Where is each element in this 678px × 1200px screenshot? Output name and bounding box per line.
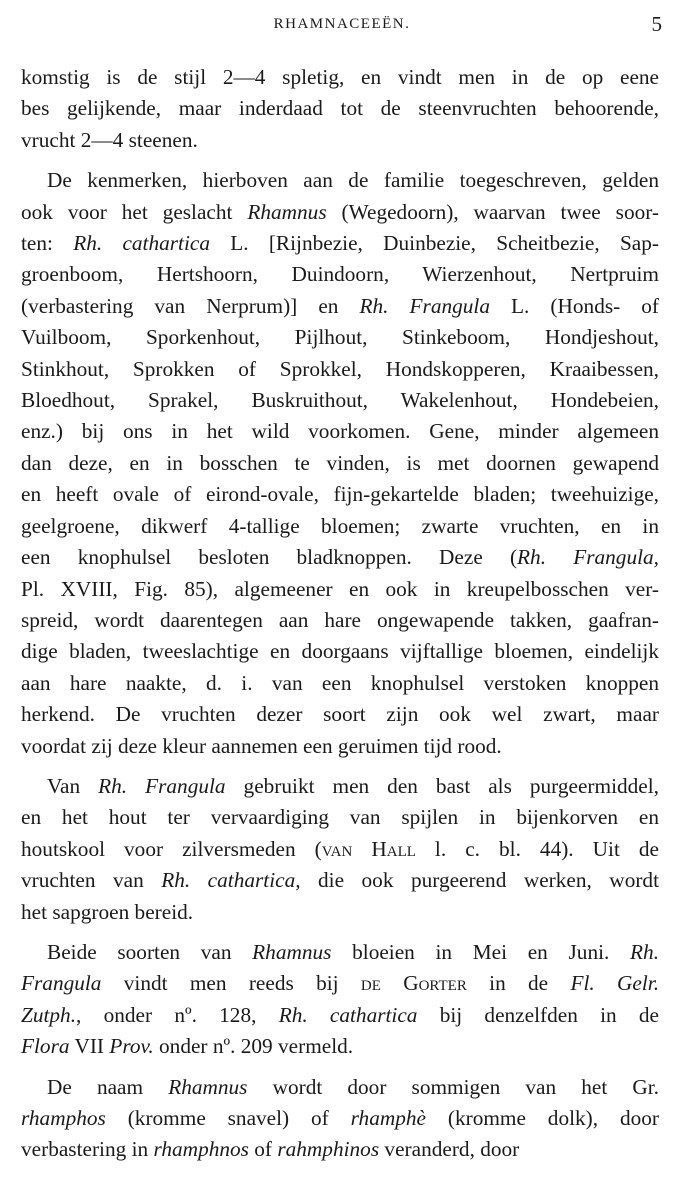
text-run: ten: xyxy=(21,231,74,256)
text-line xyxy=(21,834,659,865)
small-caps-text: de Gorter xyxy=(360,971,467,996)
text-run: voordat zij deze kleur aannemen een geruimen tijd rood. xyxy=(21,733,502,758)
text-line xyxy=(21,668,659,699)
text-run: een knophulsel besloten bladknoppen. Deze ( xyxy=(21,545,518,570)
text-run: Beide soorten van xyxy=(47,939,253,964)
text-line xyxy=(21,354,659,385)
text-line xyxy=(21,1103,659,1134)
text-run: enz.) bij ons in het wild voorkomen. Gene, minder algemeen xyxy=(21,419,659,444)
text-line xyxy=(21,416,659,447)
text-line xyxy=(21,897,659,928)
italic-text: rhamphos xyxy=(21,1106,106,1130)
text-run: De naam xyxy=(47,1074,169,1099)
text-line xyxy=(21,197,659,228)
text-line xyxy=(21,228,659,259)
body-text xyxy=(21,62,659,1166)
text-run: Stinkhout, Sprokken of Sprokkel, Hondskopperen, Kraaibessen, xyxy=(21,356,659,381)
text-run: wordt door sommigen van het Gr. xyxy=(247,1074,659,1099)
italic-text: Rh. xyxy=(630,939,660,964)
text-run: vruchten van xyxy=(21,868,162,893)
text-line xyxy=(21,968,659,999)
text-line xyxy=(21,1072,659,1103)
page-header xyxy=(22,12,662,38)
text-run: in de xyxy=(466,971,571,996)
text-line xyxy=(21,448,659,479)
text-line xyxy=(21,699,659,730)
text-run: houtskool voor zilversmeden ( xyxy=(21,836,322,861)
text-run: (kromme snavel) of xyxy=(105,1106,351,1130)
text-run: die ook purgeerend werken, wordt xyxy=(300,868,659,893)
text-line xyxy=(21,322,659,353)
text-run: De kenmerken, hierboven aan de familie toegeschreven, gelden xyxy=(47,168,659,193)
text-run: onder nº. 209 vermeld. xyxy=(153,1034,354,1059)
small-caps-text: van Hall xyxy=(321,836,416,861)
text-run: L. (Honds- of xyxy=(489,293,660,318)
italic-text: Rh. Frangula, xyxy=(517,545,659,570)
text-run: geelgroene, dikwerf 4-tallige bloemen; zwarte vruchten, en in xyxy=(21,513,659,538)
text-line xyxy=(21,574,659,605)
text-line xyxy=(21,1031,659,1062)
text-run: vrucht 2—4 steenen. xyxy=(21,127,198,152)
paragraph xyxy=(21,62,659,156)
italic-text: Flora xyxy=(21,1034,70,1059)
italic-text: Rh. cathartica, xyxy=(161,868,301,893)
italic-text: Rh. Frangula xyxy=(98,773,226,798)
text-line xyxy=(21,731,659,762)
text-run: gebruikt men den bast als purgeermiddel, xyxy=(225,773,660,798)
text-line xyxy=(21,542,659,573)
italic-text: Rh. cathartica xyxy=(73,231,210,256)
paragraph xyxy=(21,165,659,762)
text-run: verbastering in xyxy=(21,1137,154,1162)
text-run: spreid, wordt daarentegen aan hare ongewapende takken, gaafran- xyxy=(21,607,659,632)
text-run: dige bladen, tweeslachtige en doorgaans vijftallige bloemen, eindelijk xyxy=(21,639,659,664)
text-run: aan hare naakte, d. i. van een knophulsel verstoken knoppen xyxy=(21,670,659,695)
text-line xyxy=(21,1134,659,1165)
italic-text: Rhamnus xyxy=(252,939,332,964)
text-line xyxy=(21,771,659,802)
italic-text: Rhamnus xyxy=(247,199,327,224)
text-run: (kromme dolk), door xyxy=(425,1106,659,1130)
italic-text: rhamphè xyxy=(350,1106,426,1130)
text-run: bij denzelfden in de xyxy=(417,1002,659,1027)
italic-text: Rh. Frangula xyxy=(359,293,490,318)
italic-text: Zutph. xyxy=(21,1002,77,1027)
text-line xyxy=(21,865,659,896)
text-run: bes gelijkende, maar inderdaad tot de steenvruchten behoorende, xyxy=(21,96,659,121)
text-run: of xyxy=(248,1137,278,1162)
text-line xyxy=(21,605,659,636)
text-run: herkend. De vruchten dezer soort zijn ook wel zwart, maar xyxy=(21,702,659,727)
text-line xyxy=(21,511,659,542)
text-run: dan deze, en in bosschen te vinden, is met doornen gewapend xyxy=(21,450,659,475)
text-line xyxy=(21,479,659,510)
italic-text: Rhamnus xyxy=(168,1074,248,1099)
text-line xyxy=(21,62,659,93)
text-run: (Wegedoorn), waarvan twee soor- xyxy=(326,199,659,224)
text-run: L. [Rijnbezie, Duinbezie, Scheitbezie, Sap- xyxy=(209,231,659,256)
text-line xyxy=(21,291,659,322)
text-line xyxy=(21,802,659,833)
text-run: Pl. XVIII, Fig. 85), algemeener en ook in kreupelbosschen ver- xyxy=(21,576,659,601)
text-run: l. c. bl. 44). Uit de xyxy=(415,836,659,861)
text-line xyxy=(21,259,659,290)
italic-text: Rh. cathartica xyxy=(278,1002,418,1027)
text-run: vindt men reeds bij xyxy=(101,971,361,996)
italic-text: Prov. xyxy=(109,1034,154,1059)
text-line xyxy=(21,93,659,124)
text-run: veranderd, door xyxy=(379,1137,520,1162)
italic-text: Frangula xyxy=(21,971,102,996)
text-run: VII xyxy=(69,1034,110,1059)
italic-text: Fl. Gelr. xyxy=(570,971,660,996)
italic-text: rhamphnos xyxy=(153,1137,249,1162)
text-line xyxy=(21,1000,659,1031)
text-line xyxy=(21,165,659,196)
text-run: en het hout ter vervaardiging van spijlen in bijenkorven en xyxy=(21,805,659,830)
text-run: (verbastering van Nerprum)] en xyxy=(21,293,360,318)
page-number: 5 xyxy=(651,12,662,36)
paragraph xyxy=(21,1072,659,1166)
text-line xyxy=(21,385,659,416)
italic-text: rahmphinos xyxy=(277,1137,380,1162)
text-run: Bloedhout, Sprakel, Buskruithout, Wakelenhout, Hondebeien, xyxy=(21,388,659,413)
text-line xyxy=(21,937,659,968)
text-run: bloeien in Mei en Juni. xyxy=(331,939,631,964)
text-run: en heeft ovale of eirond-ovale, fijn-gekartelde bladen; tweehuizige, xyxy=(21,482,659,507)
text-run: ook voor het geslacht xyxy=(21,199,248,224)
text-run: Vuilboom, Sporkenhout, Pijlhout, Stinkeboom, Hondjeshout, xyxy=(21,325,659,350)
text-run: , onder nº. 128, xyxy=(76,1002,279,1027)
text-line xyxy=(21,636,659,667)
text-run: Van xyxy=(47,773,99,798)
text-run: komstig is de stijl 2—4 spletig, en vindt men in de op eene xyxy=(21,65,659,89)
text-run: groenboom, Hertshoorn, Duindoorn, Wierzenhout, Nertpruim xyxy=(21,262,659,287)
text-run: het sapgroen bereid. xyxy=(21,899,194,924)
paragraph xyxy=(21,937,659,1063)
running-head: RHAMNACEEËN. xyxy=(273,16,411,32)
text-line xyxy=(21,125,659,156)
paragraph xyxy=(21,771,659,928)
